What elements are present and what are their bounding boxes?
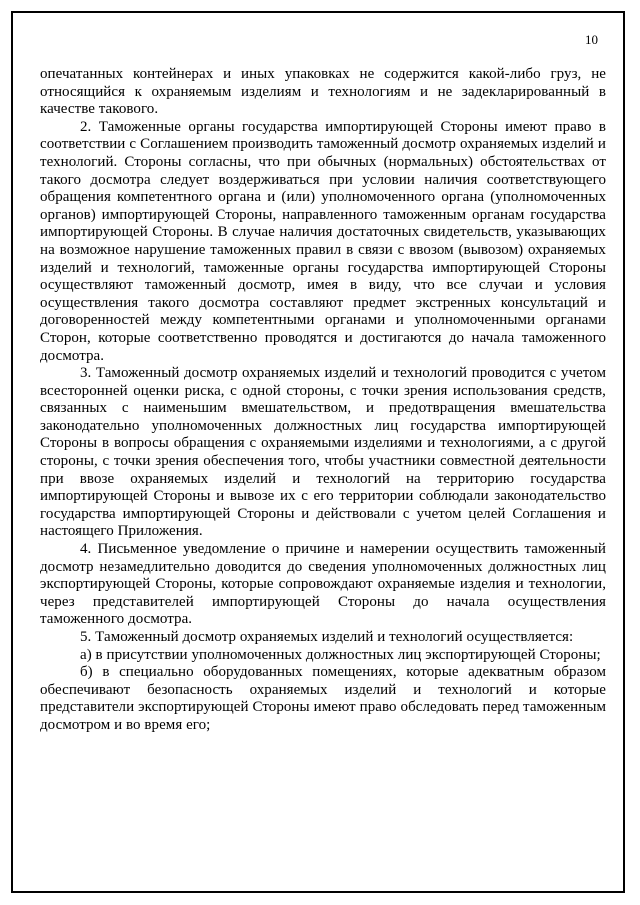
paragraph-2: 2. Таможенные органы государства импортирующей Стороны имеют право в соответствии с Соглашением производить таможенный досмотр охраняемых изделий и технологий. Стороны согласны, что при обычных (нормальных) обстоятельствах от такого досмотра следует воздерживаться при условии наличия соответствующего обращения компетентного органа и (или) уполномоченного органа (уполномоченных органов) импортирующей Стороны, направленного таможенным органам государства импортирующей Стороны. В случае наличия достаточных свидетельств, указывающих на возможное нарушение таможенных правил в связи с ввозом (вывозом) охраняемых изделий и технологий, таможенные органы государства импортирующей Стороны осуществляют таможенный досмотр, имея в виду, что все случаи и условия осуществления такого досмотра составляют предмет экстренных консультаций и договоренностей между компетентными органами и уполномоченными органами Сторон, которые соответственно проводятся и достигаются до начала таможенного досмотра. [40, 118, 606, 364]
paragraph-3: 3. Таможенный досмотр охраняемых изделий и технологий проводится с учетом всесторонней оценки риска, с одной стороны, с точки зрения использования средств, связанных с наименьшим вмешательством, и предотвращения вмешательства законодательно уполномоченных должностных лиц государства импортирующей Стороны в вопросы обращения с охраняемыми изделиями и технологиями, а с другой стороны, с точки зрения обеспечения того, чтобы участники совместной деятельности при ввозе охраняемых изделий и технологий на территорию государства импортирующей Стороны и вывозе их с его территории соблюдали законодательство государства импортирующей Стороны и действовали с учетом целей Соглашения и настоящего Приложения. [40, 365, 606, 540]
page-number: 10 [585, 32, 598, 47]
document-body [40, 66, 606, 735]
paragraph-4: 4. Письменное уведомление о причине и намерении осуществить таможенный досмотр незамедлительно доводится до сведения уполномоченных должностных лиц экспортирующей Стороны, которые сопровождают охраняемые изделия и технологии, через представителей импортирующей Стороны до начала осуществления таможенного досмотра. [40, 541, 606, 628]
paragraph-5a: а) в присутствии уполномоченных должностных лиц экспортирующей Стороны; [80, 646, 601, 663]
paragraph-continuation: опечатанных контейнерах и иных упаковках не содержится какой-либо груз, не относящийся к охраняемым изделиям и технологиям и не задекларированный в качестве такового. [40, 66, 606, 118]
paragraph-5b: б) в специально оборудованных помещениях, которые адекватным образом обеспечивают безопасность охраняемых изделий и технологий и которые представители экспортирующей Стороны имеют право обследовать перед таможенным досмотром и во время его; [40, 664, 606, 733]
paragraph-5: 5. Таможенный досмотр охраняемых изделий и технологий осуществляется: [80, 629, 574, 645]
